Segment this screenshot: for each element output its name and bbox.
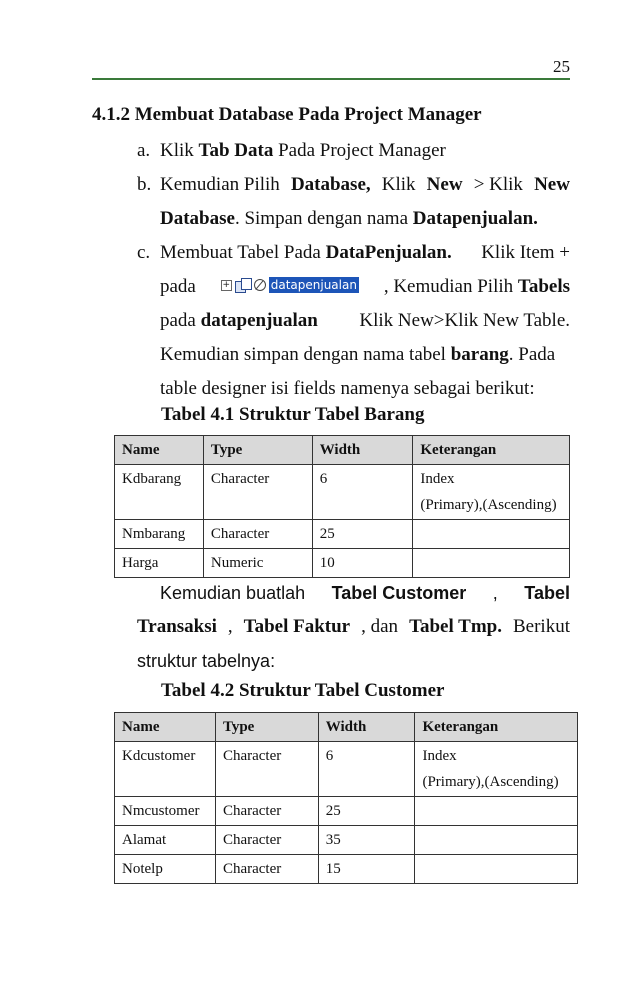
database-icon [235,278,251,292]
table-cell: 25 [312,520,413,549]
table-row [115,797,578,826]
table-cell: 6 [318,742,415,797]
page-number: 25 [553,57,570,76]
step-c-line-1: Membuat Tabel Pada DataPenjualan. Klik Item + [160,242,570,263]
table-struktur-barang [114,435,570,578]
paragraph-line-2: Transaksi , Tabel Faktur , dan Tabel Tmp. Berikut [137,616,570,637]
table-cell: Nmbarang [115,520,204,549]
table1-caption: Tabel 4.1 Struktur Tabel Barang [161,404,425,425]
table-struktur-customer [114,712,578,884]
table-cell: 10 [312,549,413,578]
section-heading: 4.1.2 Membuat Database Pada Project Manager [92,104,482,125]
expand-plus-icon: + [222,279,230,290]
table-cell: Index (Primary),(Ascending) [415,742,578,797]
table-cell: Character [215,855,318,884]
project-tree-node [221,266,359,304]
table-cell: Character [215,742,318,797]
table-row [115,549,570,578]
column-header: Keterangan [413,436,570,465]
paragraph-tables [137,576,570,678]
table-cell: Character [215,826,318,855]
step-b-label: b. [137,174,152,195]
table-cell: 6 [312,465,413,520]
step-a-text: Klik Tab Data Pada Project Manager [160,140,446,161]
table-cell [415,797,578,826]
table-cell [413,520,570,549]
table-cell: Notelp [115,855,216,884]
step-a [137,134,570,168]
table-cell: Harga [115,549,204,578]
step-c-line-5: table designer isi fields namenya sebagai berikut: [160,378,535,399]
table-cell: Character [203,465,312,520]
step-a-label: a. [137,140,151,161]
table-cell: Index (Primary),(Ascending) [413,465,570,520]
column-header: Name [115,713,216,742]
header-rule [92,78,570,80]
null-icon [254,279,266,291]
paragraph-line-3: struktur tabelnya: [137,651,276,671]
table-row [115,826,578,855]
column-header: Name [115,436,204,465]
column-header: Keterangan [415,713,578,742]
table-row [115,742,578,797]
table-cell: Nmcustomer [115,797,216,826]
step-c-line-4: Kemudian simpan dengan nama tabel barang. Pada [160,344,556,365]
column-header: Width [318,713,415,742]
table-cell: Alamat [115,826,216,855]
table2-caption: Tabel 4.2 Struktur Tabel Customer [161,680,445,701]
step-b-line-2: Database. Simpan dengan nama Datapenjualan. [160,208,538,229]
table-cell: Numeric [203,549,312,578]
table-cell: 35 [318,826,415,855]
table-cell: 15 [318,855,415,884]
table-header-row [115,436,570,465]
column-header: Type [215,713,318,742]
table-cell: Character [215,797,318,826]
table-row [115,520,570,549]
table-cell: Character [203,520,312,549]
table-row [115,465,570,520]
datapenjualan-node-label: datapenjualan [270,278,357,292]
table-header-row [115,713,578,742]
column-header: Width [312,436,413,465]
table-cell: Kdcustomer [115,742,216,797]
column-header: Type [203,436,312,465]
table-cell [415,826,578,855]
step-c-label: c. [137,242,151,263]
table-cell [415,855,578,884]
step-b-line-1: Kemudian Pilih Database, Klik New > Klik New [160,174,570,195]
table-cell: Kdbarang [115,465,204,520]
step-c [137,236,570,406]
table-cell: 25 [318,797,415,826]
table-cell [413,549,570,578]
table-row [115,855,578,884]
paragraph-line-1: Kemudian buatlah Tabel Customer , Tabel [160,583,570,603]
step-b [137,168,570,236]
step-c-line-3: pada datapenjualan Klik New>Klik New Table. [160,310,570,331]
step-c-line-2: pada + datapenjualan , Kemudian Pilih Tabels [160,270,570,304]
